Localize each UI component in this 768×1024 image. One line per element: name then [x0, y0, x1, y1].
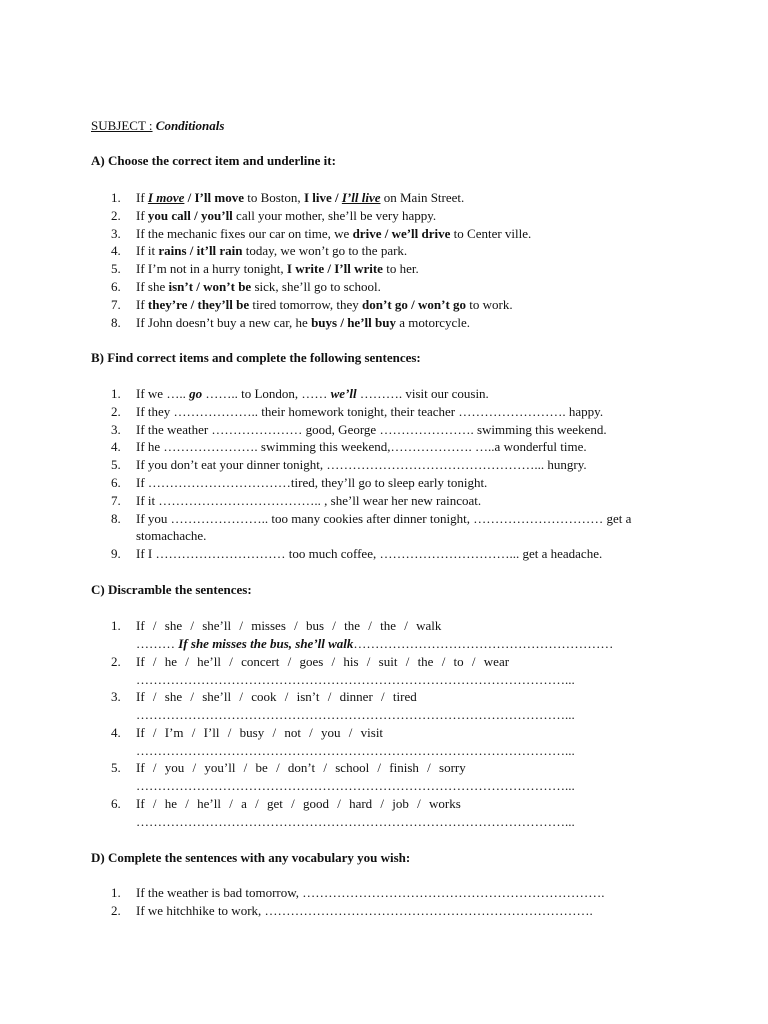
item-number: 3.: [111, 225, 121, 241]
list-item: [111, 653, 681, 689]
item-text: go: [189, 386, 203, 401]
item-number: 3.: [111, 421, 121, 437]
item-text: ………: [136, 636, 179, 651]
list-item: [111, 385, 681, 403]
list-item: [111, 403, 681, 421]
item-number: 2.: [111, 403, 121, 419]
section-a-list: [111, 189, 681, 331]
list-item: [111, 296, 681, 314]
list-item: [111, 884, 681, 902]
item-number: 5.: [111, 760, 121, 775]
list-item: [111, 474, 681, 492]
list-item: [111, 510, 681, 546]
item-number: 9.: [111, 546, 121, 562]
item-number: 6.: [111, 474, 121, 490]
item-text: I write / I’ll write: [286, 261, 383, 277]
item-text: …….. to London, ……: [202, 386, 331, 401]
item-text: If you ………………….. too many cookies after dinner tonight, ………………………… get a stomachache.: [136, 510, 632, 544]
section-a-heading: A) Choose the correct item and underline it:: [91, 153, 336, 168]
list-item: [111, 225, 681, 243]
item-text: If they ……………….. their homework tonight, their teacher ……………………. happy.: [136, 403, 604, 419]
item-number: 5.: [111, 261, 121, 277]
item-text: sick, she’ll go to school.: [251, 278, 381, 294]
scrambled-words: If / you / you’ll / be / don’t / school / finish / sorry: [136, 760, 466, 775]
section-c-list: [111, 617, 681, 830]
list-item: [111, 421, 681, 439]
item-text: If we …..: [136, 386, 190, 401]
list-item: [111, 545, 681, 563]
list-item: [111, 438, 681, 456]
item-text: to work.: [466, 296, 513, 312]
item-text: If the weather ………………… good, George …………………. swimming this weekend.: [136, 421, 607, 437]
list-item: [111, 795, 681, 831]
item-text: I’ll live: [341, 190, 381, 205]
section-d-heading: D) Complete the sentences with any vocabulary you wish:: [91, 850, 411, 865]
list-item: [111, 314, 681, 332]
item-text: If the weather is bad tomorrow, …………………………………………………………….: [136, 885, 605, 900]
item-text: ……………………………………………………: [353, 636, 614, 651]
example-answer: If she misses the bus, she’ll walk: [178, 636, 354, 651]
item-text: today, we won’t go to the park.: [242, 243, 408, 259]
list-item: [111, 242, 681, 260]
item-text: ………………………………………………………………………………………...: [136, 742, 575, 758]
item-text: buys / he’ll buy: [311, 314, 396, 330]
item-text: If John doesn’t buy a new car, he: [136, 314, 312, 330]
item-text: rains / it’ll rain: [158, 243, 243, 259]
scrambled-words: If / she / she’ll / misses / bus / the / the / walk: [136, 618, 442, 633]
scrambled-words: If / he / he’ll / a / get / good / hard / job / works: [136, 795, 461, 811]
scrambled-words: If / I’m / I’ll / busy / not / you / visit: [136, 724, 384, 740]
item-text: If we hitchhike to work, ………………………………………………………………….: [136, 903, 593, 918]
item-text: ………………………………………………………………………………………...: [136, 778, 575, 793]
item-text: If I ………………………… too much coffee, …………………………... get a headache.: [136, 546, 603, 562]
item-text: they’re / they’ll be: [147, 296, 250, 312]
list-item: [111, 207, 681, 225]
item-number: 1.: [111, 618, 121, 633]
item-text: we’ll: [330, 386, 357, 401]
item-number: 2.: [111, 653, 121, 669]
item-text: If ……………………………tired, they’ll go to sleep early tonight.: [136, 474, 488, 490]
item-number: 2.: [111, 903, 121, 918]
item-number: 2.: [111, 207, 121, 223]
list-item: [111, 759, 681, 795]
item-text: If she: [136, 278, 169, 294]
item-number: 4.: [111, 724, 121, 740]
item-text: If it: [136, 243, 159, 259]
subject-line: [91, 118, 224, 134]
answer-line[interactable]: [136, 671, 676, 689]
list-item: [111, 492, 681, 510]
item-number: 8.: [111, 314, 121, 330]
answer-line[interactable]: [136, 777, 676, 795]
item-text: to Boston,: [243, 190, 304, 205]
subject-label: SUBJECT :: [91, 118, 153, 133]
item-number: 4.: [111, 243, 121, 259]
section-b-list: [111, 385, 681, 563]
answer-line[interactable]: [136, 706, 676, 724]
item-text: If: [136, 296, 148, 312]
list-item: [111, 902, 681, 920]
item-number: 3.: [111, 689, 121, 704]
item-text: a motorcycle.: [395, 314, 470, 330]
item-text: If: [136, 190, 148, 205]
section-d-list: [111, 884, 681, 920]
item-text: isn’t / won’t be: [168, 278, 252, 294]
section-b-heading: B) Find correct items and complete the following sentences:: [91, 350, 421, 365]
item-number: 1.: [111, 386, 121, 401]
answer-line[interactable]: [136, 635, 676, 653]
item-text: ………………………………………………………………………………………...: [136, 813, 575, 829]
item-text: to her.: [382, 261, 419, 277]
item-text: ………. visit our cousin.: [356, 386, 489, 401]
item-text: If it ……………………………….. , she’ll wear her new raincoat.: [136, 492, 482, 508]
item-text: don’t go / won’t go: [362, 296, 467, 312]
item-number: 6.: [111, 795, 121, 811]
item-text: If the mechanic fixes our car on time, we: [136, 225, 353, 241]
list-item: [111, 278, 681, 296]
item-number: 1.: [111, 190, 121, 205]
item-number: 7.: [111, 296, 121, 312]
item-text: I live /: [303, 190, 342, 205]
item-text: ………………………………………………………………………………………...: [136, 707, 575, 722]
answer-line[interactable]: [136, 813, 676, 831]
item-number: 7.: [111, 492, 121, 508]
answer-line[interactable]: [136, 742, 676, 760]
item-text: on Main Street.: [380, 190, 465, 205]
item-text: you call / you’ll: [147, 207, 233, 223]
item-text: ………………………………………………………………………………………...: [136, 671, 575, 687]
scrambled-words: If / she / she’ll / cook / isn’t / dinner / tired: [136, 689, 417, 704]
section-c-heading: C) Discramble the sentences:: [91, 582, 252, 597]
scrambled-words: If / he / he’ll / concert / goes / his / suit / the / to / wear: [136, 653, 510, 669]
item-text: call your mother, she’ll be very happy.: [232, 207, 437, 223]
item-text: If he …………………. swimming this weekend,………………. …..a wonderful time.: [136, 439, 587, 455]
item-text: If you don’t eat your dinner tonight, …………………………………………... hungry.: [136, 457, 587, 473]
item-number: 8.: [111, 510, 121, 526]
subject-value: Conditionals: [155, 118, 225, 133]
list-item: [111, 260, 681, 278]
item-text: I move: [147, 190, 185, 205]
list-item: [111, 456, 681, 474]
list-item: [111, 189, 681, 207]
item-text: tired tomorrow, they: [249, 296, 363, 312]
item-text: If I’m not in a hurry tonight,: [136, 261, 287, 277]
item-number: 4.: [111, 439, 121, 455]
list-item: [111, 724, 681, 760]
item-text: drive / we’ll drive: [352, 225, 451, 241]
item-number: 6.: [111, 278, 121, 294]
item-text: / I’ll move: [184, 190, 244, 205]
item-number: 5.: [111, 457, 121, 473]
item-text: If: [136, 207, 148, 223]
item-text: to Center ville.: [450, 225, 532, 241]
item-number: 1.: [111, 885, 121, 900]
list-item: [111, 688, 681, 724]
list-item: [111, 617, 681, 653]
